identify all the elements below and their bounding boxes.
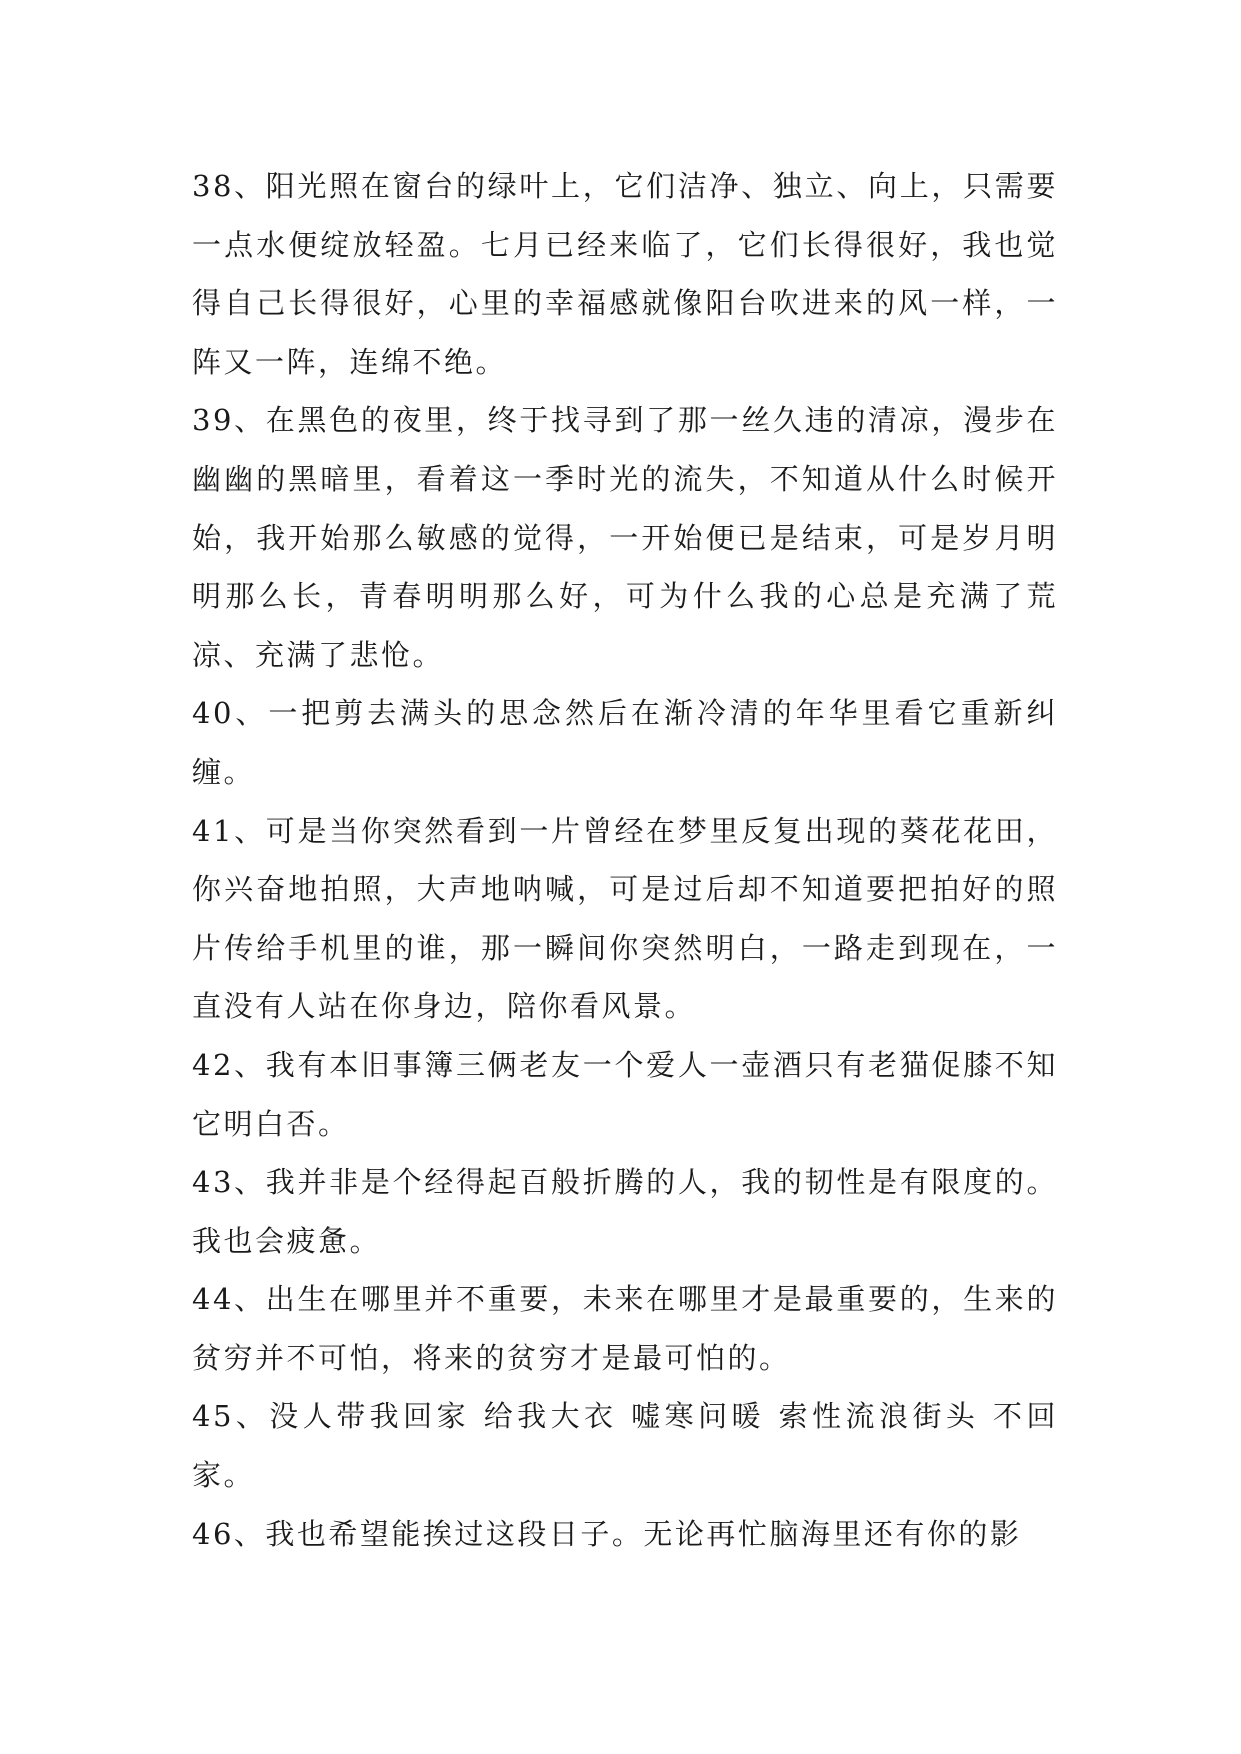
paragraph-42: 42、我有本旧事簿三俩老友一个爱人一壶酒只有老猫促膝不知它明白否。 (192, 1047, 1058, 1141)
paragraph-40: 40、一把剪去满头的思念然后在渐冷清的年华里看它重新纠缠。 (192, 696, 1058, 789)
paragraph-39: 39、在黑色的夜里，终于找寻到了那一丝久违的清凉，漫步在幽幽的黑暗里，看着这一季时光的流失，不知道从什么时候开始，我开始那么敏感的觉得，一开始便已是结束，可是岁月明明那么长，青春明明那么好，可为什么我的心总是充满了荒凉、充满了悲怆。 (192, 403, 1058, 672)
paragraph-45: 45、没人带我回家 给我大衣 嘘寒问暖 索性流浪街头 不回家。 (192, 1399, 1058, 1493)
paragraph-38: 38、阳光照在窗台的绿叶上，它们洁净、独立、向上，只需要一点水便绽放轻盈。七月已经来临了，它们长得很好，我也觉得自己长得很好，心里的幸福感就像阳台吹进来的风一样，一阵又一阵，连绵不绝。 (192, 169, 1058, 379)
paragraph-44: 44、出生在哪里并不重要，未来在哪里才是最重要的，生来的贫穷并不可怕，将来的贫穷才是最可怕的。 (192, 1282, 1058, 1375)
paragraph-41: 41、可是当你突然看到一片曾经在梦里反复出现的葵花花田，你兴奋地拍照，大声地呐喊，可是过后却不知道要把拍好的照片传给手机里的谁，那一瞬间你突然明白，一路走到现在，一直没有人站在你身边，陪你看风景。 (192, 813, 1058, 1024)
paragraph-43: 43、我并非是个经得起百般折腾的人，我的韧性是有限度的。我也会疲惫。 (192, 1165, 1058, 1258)
paragraph-46: 46、我也希望能挨过这段日子。无论再忙脑海里还有你的影 (192, 1516, 1022, 1551)
document-body (192, 157, 1058, 1563)
